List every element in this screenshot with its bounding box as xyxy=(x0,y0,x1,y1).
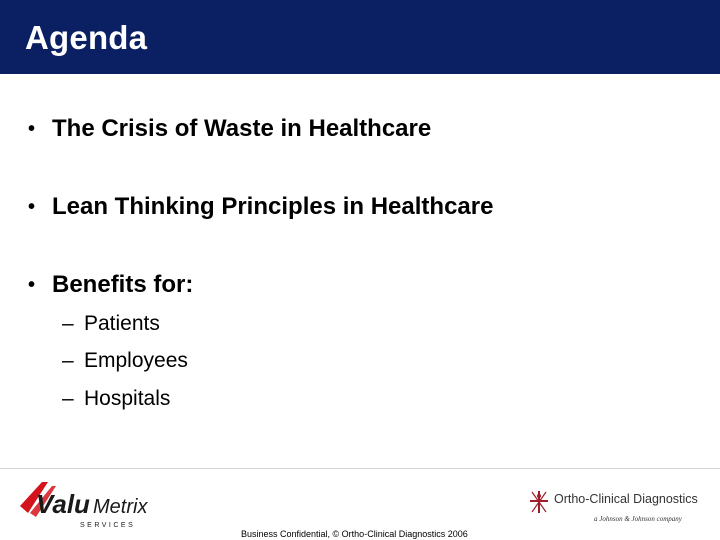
valumetrix-logo xyxy=(18,478,154,530)
sub-item-hospitals xyxy=(62,385,170,413)
agenda-item-benefits xyxy=(28,270,193,300)
sub-item-label: Hospitals xyxy=(84,387,171,410)
sub-item-label: Employees xyxy=(84,349,188,372)
dash-marker: – xyxy=(62,387,74,410)
agenda-item-label: Benefits for: xyxy=(52,271,194,298)
ortho-logo-tagline: a Johnson & Johnson company xyxy=(594,515,682,523)
sub-item-employees xyxy=(62,347,188,375)
valumetrix-logo-services: SERVICES xyxy=(80,522,136,529)
ortho-clinical-logo xyxy=(528,488,704,526)
bullet-marker: • xyxy=(28,196,36,218)
sub-item-label: Patients xyxy=(84,312,160,335)
agenda-item-lean-thinking xyxy=(28,192,493,222)
sub-item-patients xyxy=(62,310,160,338)
bullet-marker: • xyxy=(28,274,36,296)
agenda-item-waste xyxy=(28,114,431,144)
title-bar xyxy=(0,0,720,74)
valumetrix-logo-valu: Valu xyxy=(36,489,90,519)
ortho-logo-name: Ortho-Clinical Diagnostics xyxy=(554,492,698,506)
bullet-marker: • xyxy=(28,118,36,140)
page-title: Agenda xyxy=(25,19,148,56)
agenda-item-label: Lean Thinking Principles in Healthcare xyxy=(52,193,494,220)
footer-divider xyxy=(0,468,720,469)
ortho-emblem-icon xyxy=(530,491,548,513)
agenda-item-label: The Crisis of Waste in Healthcare xyxy=(52,115,432,142)
dash-marker: – xyxy=(62,349,74,372)
confidential-notice: Business Confidential, © Ortho-Clinical Diagnostics 2006 xyxy=(241,529,468,539)
dash-marker: – xyxy=(62,312,74,335)
valumetrix-logo-metrix: Metrix xyxy=(93,496,148,518)
